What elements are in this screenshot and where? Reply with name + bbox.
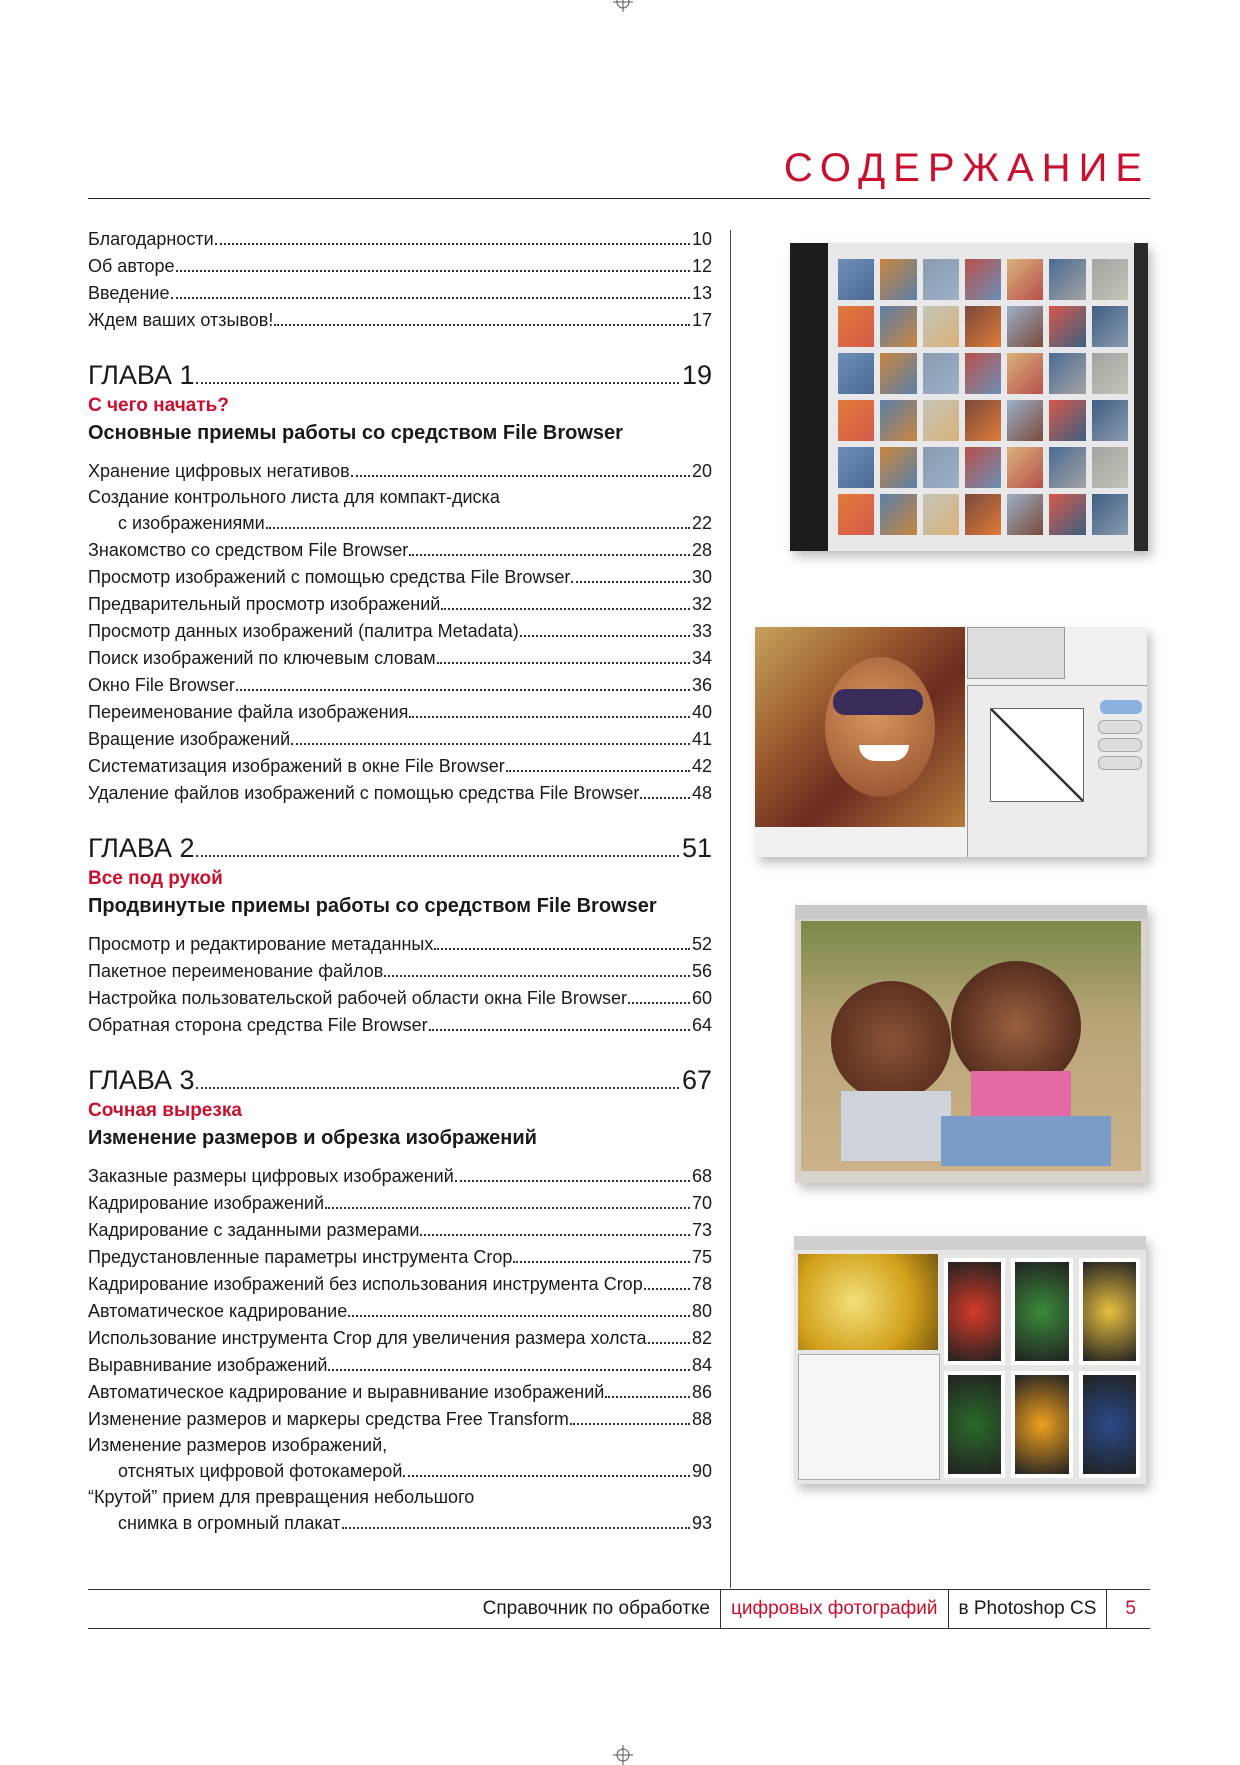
chapter-label: ГЛАВА 3 (88, 1065, 195, 1095)
toc-entry (88, 699, 712, 726)
thumbnail (923, 400, 959, 441)
toc-entry-title: Просмотр изображений с помощью средства File Browser (88, 567, 571, 587)
toc-entry-page: 64 (691, 1015, 712, 1035)
toc-entry-title: Хранение цифровых негативов (88, 461, 350, 481)
toc-entry (88, 591, 712, 618)
toc-entry-title: снимка в огромный плакат (118, 1513, 341, 1533)
thumbnail (1007, 494, 1043, 535)
toc-entry-title: с изображениями (118, 513, 265, 533)
toc-entry-title: Выравнивание изображений (88, 1355, 328, 1375)
dot-leader (351, 474, 690, 477)
thumbnail (965, 494, 1001, 535)
toc-entry (88, 1325, 712, 1352)
page-title: СОДЕРЖАНИЕ (783, 146, 1150, 190)
dot-leader (520, 634, 690, 637)
toc-entry (88, 1458, 712, 1485)
thumbnail (944, 1371, 1005, 1478)
toc-entry-page: 73 (691, 1220, 712, 1240)
thumbnail (1049, 400, 1085, 441)
toc-entry-page: 93 (691, 1513, 712, 1533)
toc-entry (88, 726, 712, 753)
dot-leader (328, 1368, 690, 1371)
chapter-subtitle: Все под рукой (88, 868, 223, 889)
dot-leader (236, 688, 690, 691)
title-rule (88, 198, 1150, 199)
thumbnail (1007, 259, 1043, 300)
thumbnail (1011, 1371, 1072, 1478)
toc-entry (88, 226, 712, 253)
thumbnail (1007, 447, 1043, 488)
toc-entry (88, 564, 712, 591)
chapter-description: Изменение размеров и обрезка изображений (88, 1127, 537, 1149)
dot-leader (437, 661, 690, 664)
toc-entry-page: 70 (691, 1193, 712, 1213)
toc-entry (88, 672, 712, 699)
thumbnail (923, 353, 959, 394)
toc-entry-page: 22 (691, 513, 712, 533)
toc-entry-title: Автоматическое кадрирование (88, 1301, 348, 1321)
thumbnail (1049, 353, 1085, 394)
thumbnail (880, 400, 916, 441)
toc-entry-page: 12 (691, 256, 712, 276)
dot-leader (441, 607, 690, 610)
chapter-label: ГЛАВА 2 (88, 833, 195, 863)
toc-entry-page: 28 (691, 540, 712, 560)
thumbnail (880, 494, 916, 535)
footer-text-1: Справочник по обработке (482, 1598, 710, 1619)
dot-leader (266, 526, 690, 529)
chapter-heading (88, 831, 712, 865)
spacer (88, 1537, 712, 1561)
thumbnail (838, 353, 874, 394)
thumbnail (838, 400, 874, 441)
contact-sheet-image (790, 243, 1148, 551)
dot-leader (570, 1422, 690, 1425)
chapter-label: ГЛАВА 1 (88, 360, 195, 390)
toc-entry-title: Кадрирование изображений (88, 1193, 325, 1213)
thumbnail (923, 259, 959, 300)
toc-entry (88, 307, 712, 334)
dot-leader (644, 1287, 690, 1290)
thumbnail (923, 494, 959, 535)
toc-entry (88, 958, 712, 985)
toc-entry (88, 780, 712, 807)
toc-entry-title-line: “Крутой” прием для превращения небольшого (88, 1487, 475, 1507)
chapter-page: 67 (681, 1065, 712, 1095)
toc-entry-title: Введение (88, 283, 170, 303)
toc-entry-page: 34 (691, 648, 712, 668)
dot-leader (196, 854, 678, 857)
toc-entry-title-line: Создание контрольного листа для компакт-диска (88, 487, 500, 507)
toc-entry-title: Обратная сторона средства File Browser (88, 1015, 428, 1035)
toc-entry (88, 1244, 712, 1271)
thumbnail (1079, 1371, 1140, 1478)
toc-entry (88, 1406, 712, 1433)
thumbnail (880, 353, 916, 394)
thumbnail (1092, 447, 1128, 488)
toc-entry-page: 13 (691, 283, 712, 303)
footer-page-number: 5 (1125, 1598, 1136, 1619)
dot-leader (455, 1179, 690, 1182)
thumbnail (1049, 447, 1085, 488)
table-of-contents (88, 226, 712, 1561)
dot-leader (605, 1395, 690, 1398)
footer-text-2: цифровых фотографий (730, 1598, 938, 1619)
chapter-page: 19 (681, 360, 712, 390)
chapter-page: 51 (681, 833, 712, 863)
dot-leader (506, 769, 690, 772)
dot-leader (513, 1260, 690, 1263)
toc-entry-title: Об авторе (88, 256, 175, 276)
toc-entry (88, 1352, 712, 1379)
curves-dialog-image (755, 627, 1147, 857)
dot-leader (409, 715, 690, 718)
thumbnail (1049, 306, 1085, 347)
registration-mark-bottom (613, 1745, 633, 1765)
registration-mark-top (613, 0, 633, 12)
toc-entry (88, 1379, 712, 1406)
dot-leader (215, 242, 690, 245)
toc-entry-page: 30 (691, 567, 712, 587)
thumbnail (965, 447, 1001, 488)
toc-entry-title: Просмотр данных изображений (палитра Metadata) (88, 621, 519, 641)
toc-entry-page: 10 (691, 229, 712, 249)
dot-leader (291, 742, 690, 745)
thumbnail (965, 400, 1001, 441)
thumbnail (880, 306, 916, 347)
dot-leader (171, 296, 690, 299)
toc-entry-title: Систематизация изображений в окне File Browser (88, 756, 505, 776)
toc-entry-page: 20 (691, 461, 712, 481)
toc-entry-title: Знакомство со средством File Browser (88, 540, 409, 560)
toc-entry (88, 1510, 712, 1537)
toc-entry-title: Автоматическое кадрирование и выравнивание изображений (88, 1382, 605, 1402)
thumbnail (838, 259, 874, 300)
toc-entry-title: Благодарности (88, 229, 214, 249)
toc-entry-page: 33 (691, 621, 712, 641)
toc-entry (88, 510, 712, 537)
dot-leader (628, 1001, 690, 1004)
dot-leader (384, 974, 690, 977)
toc-entry (88, 280, 712, 307)
dot-leader (403, 1474, 690, 1477)
thumbnail (923, 306, 959, 347)
dot-leader (196, 1086, 678, 1089)
toc-entry-title: Заказные размеры цифровых изображений (88, 1166, 454, 1186)
toc-entry-title: Предварительный просмотр изображений (88, 594, 441, 614)
column-divider (730, 230, 731, 1588)
dot-leader (274, 323, 690, 326)
toc-entry (88, 1298, 712, 1325)
thumbnail (1007, 353, 1043, 394)
toc-entry-page: 75 (691, 1247, 712, 1267)
toc-entry (88, 458, 712, 485)
thumbnail (1007, 306, 1043, 347)
toc-entry-page: 41 (691, 729, 712, 749)
thumbnail (838, 306, 874, 347)
toc-entry-title: Использование инструмента Crop для увеличения размера холста (88, 1328, 647, 1348)
toc-entry-page: 56 (691, 961, 712, 981)
toc-entry-page: 42 (691, 756, 712, 776)
thumbnail (880, 447, 916, 488)
dot-leader (409, 553, 690, 556)
toc-entry (88, 1163, 712, 1190)
toc-entry (88, 1217, 712, 1244)
chapter-subtitle: Сочная вырезка (88, 1100, 242, 1121)
toc-entry (88, 1271, 712, 1298)
toc-entry-title: Просмотр и редактирование метаданных (88, 934, 434, 954)
chapter-description: Продвинутые приемы работы со средством File Browser (88, 895, 657, 917)
thumbnail (1092, 400, 1128, 441)
toc-entry (88, 645, 712, 672)
dot-leader (640, 796, 690, 799)
chapter-subtitle: С чего начать? (88, 395, 229, 416)
toc-entry (88, 931, 712, 958)
toc-entry-title: Предустановленные параметры инструмента Crop (88, 1247, 513, 1267)
thumbnail (838, 494, 874, 535)
thumbnail (965, 259, 1001, 300)
toc-entry-title: Пакетное переименование файлов (88, 961, 384, 981)
thumbnail (1007, 400, 1043, 441)
thumbnail (1092, 494, 1128, 535)
spacer (88, 1039, 712, 1063)
thumbnail (965, 306, 1001, 347)
chapter-heading (88, 358, 712, 392)
dot-leader (325, 1206, 690, 1209)
footer-text-3: в Photoshop CS (958, 1598, 1097, 1619)
toc-entry-title: Удаление файлов изображений с помощью средства File Browser (88, 783, 640, 803)
chapter-heading (88, 1063, 712, 1097)
toc-entry-title: Поиск изображений по ключевым словам (88, 648, 436, 668)
dot-leader (434, 947, 690, 950)
dot-leader (196, 381, 678, 384)
toc-entry-page: 68 (691, 1166, 712, 1186)
footer (473, 1589, 1150, 1629)
dot-leader (429, 1028, 690, 1031)
toc-entry (88, 537, 712, 564)
toc-entry-page: 78 (691, 1274, 712, 1294)
toc-entry-title: Окно File Browser (88, 675, 235, 695)
toc-entry-title: Вращение изображений (88, 729, 291, 749)
footer-rule-bottom (88, 1628, 1150, 1629)
dot-leader (342, 1526, 690, 1529)
spacer (88, 807, 712, 831)
toc-entry (88, 253, 712, 280)
dot-leader (571, 580, 690, 583)
chapter-description: Основные приемы работы со средством File Browser (88, 422, 623, 444)
toc-entry-page: 36 (691, 675, 712, 695)
toc-entry-page: 48 (691, 783, 712, 803)
dot-leader (176, 269, 690, 272)
thumbnail (923, 447, 959, 488)
toc-entry-title: Кадрирование с заданными размерами (88, 1220, 420, 1240)
thumbnail (1092, 306, 1128, 347)
thumbnail (1092, 259, 1128, 300)
toc-entry (88, 618, 712, 645)
toc-entry (88, 1012, 712, 1039)
toc-entry (88, 753, 712, 780)
thumbnail (944, 1258, 1005, 1365)
toc-entry-page: 90 (691, 1461, 712, 1481)
toc-entry-title: Настройка пользовательской рабочей области окна File Browser (88, 988, 627, 1008)
dot-leader (348, 1314, 690, 1317)
toc-entry (88, 1190, 712, 1217)
toc-entry-title-line: Изменение размеров изображений, (88, 1435, 388, 1455)
toc-entry-page: 88 (691, 1409, 712, 1429)
toc-entry-page: 52 (691, 934, 712, 954)
toc-entry-page: 17 (691, 310, 712, 330)
toc-entry-title: Кадрирование изображений без использования инструмента Crop (88, 1274, 643, 1294)
toc-entry-page: 86 (691, 1382, 712, 1402)
thumbnail (1092, 353, 1128, 394)
toc-entry-title: Переименование файла изображения (88, 702, 409, 722)
thumbnail (1049, 494, 1085, 535)
toc-entry-title: отснятых цифровой фотокамерой (118, 1461, 403, 1481)
toc-entry-page: 84 (691, 1355, 712, 1375)
spacer (88, 334, 712, 358)
thumbnail (880, 259, 916, 300)
dot-leader (648, 1341, 690, 1344)
thumbnail (838, 447, 874, 488)
toc-entry (88, 985, 712, 1012)
thumbnail (1049, 259, 1085, 300)
toc-entry-page: 40 (691, 702, 712, 722)
thumbnail (965, 353, 1001, 394)
dot-leader (420, 1233, 690, 1236)
thumbnail (1011, 1258, 1072, 1365)
toc-entry-page: 60 (691, 988, 712, 1008)
toc-entry-title: Ждем ваших отзывов! (88, 310, 274, 330)
children-photo-image (795, 905, 1147, 1183)
file-browser-image (794, 1236, 1146, 1484)
toc-entry-page: 82 (691, 1328, 712, 1348)
toc-entry-title: Изменение размеров и маркеры средства Free Transform (88, 1409, 569, 1429)
toc-entry-page: 80 (691, 1301, 712, 1321)
toc-entry-page: 32 (691, 594, 712, 614)
thumbnail (1079, 1258, 1140, 1365)
